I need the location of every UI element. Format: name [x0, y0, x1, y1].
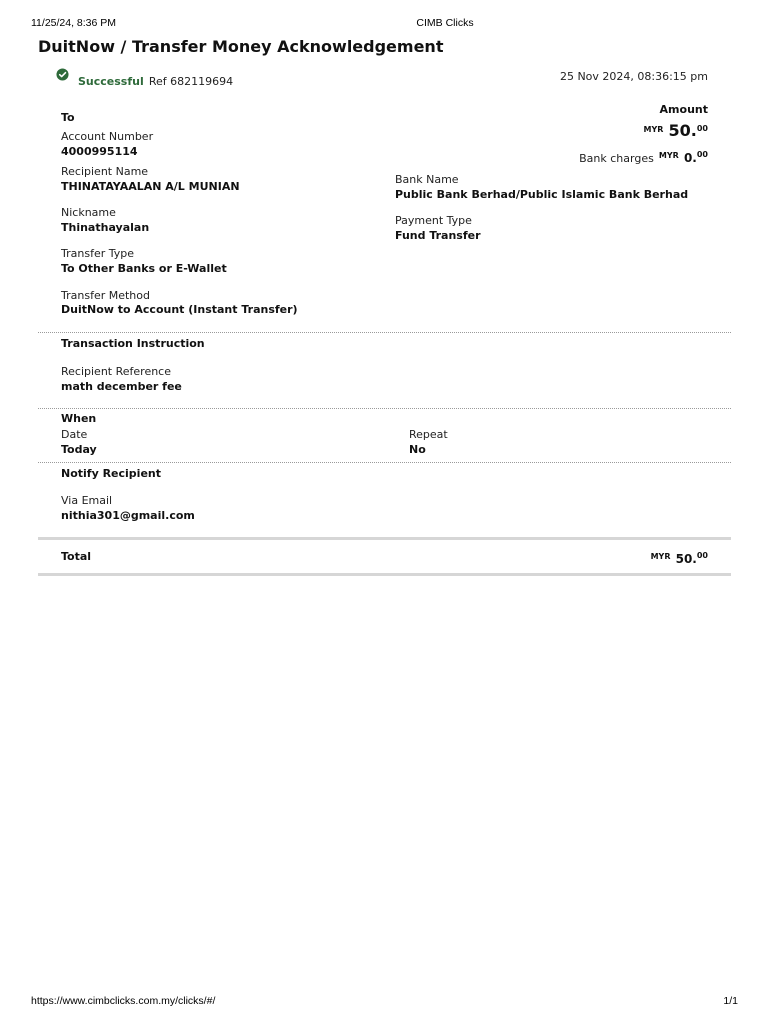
via-email-label: Via Email — [61, 494, 113, 507]
payment-type-value: Fund Transfer — [395, 229, 481, 242]
date-value: Today — [61, 443, 97, 456]
status-line — [78, 70, 233, 89]
bank-charges — [579, 147, 708, 166]
bank-charges-currency: MYR — [658, 151, 679, 160]
page-title: DuitNow / Transfer Money Acknowledgement — [38, 37, 444, 56]
recipient-reference-label: Recipient Reference — [61, 365, 171, 378]
transfer-method-label: Transfer Method — [61, 289, 150, 302]
nickname-label: Nickname — [61, 206, 116, 219]
total-top-border — [38, 537, 731, 540]
total-value — [651, 548, 708, 567]
bank-charges-label: Bank charges — [579, 152, 654, 165]
amount-currency: MYR — [643, 125, 664, 134]
nickname-value: Thinathayalan — [61, 221, 150, 234]
status-label: Successful — [78, 75, 144, 88]
total-currency: MYR — [650, 552, 671, 561]
amount-cents: 00 — [696, 124, 708, 133]
amount-whole: 50. — [668, 121, 697, 140]
date-label: Date — [61, 428, 88, 441]
amount-value — [644, 121, 709, 140]
notify-heading: Notify Recipient — [61, 467, 161, 480]
bank-charges-whole: 0. — [683, 151, 697, 165]
total-bottom-border — [38, 573, 731, 576]
instruction-heading: Transaction Instruction — [61, 337, 205, 350]
transfer-type-value: To Other Banks or E-Wallet — [61, 262, 227, 275]
print-url: https://www.cimbclicks.com.my/clicks/#/ — [31, 995, 216, 1007]
bank-name-value: Public Bank Berhad/Public Islamic Bank Berhad — [395, 188, 689, 201]
print-datetime: 11/25/24, 8:36 PM — [31, 17, 117, 29]
repeat-value: No — [409, 443, 426, 456]
payment-type-label: Payment Type — [395, 214, 472, 227]
amount-label: Amount — [659, 103, 708, 116]
print-site-name: CIMB Clicks — [416, 17, 474, 29]
recipient-reference-value: math december fee — [61, 380, 182, 393]
account-number-label: Account Number — [61, 130, 154, 143]
total-whole: 50. — [675, 552, 697, 566]
recipient-name-label: Recipient Name — [61, 165, 149, 178]
repeat-label: Repeat — [409, 428, 448, 441]
total-label: Total — [61, 550, 92, 563]
bank-charges-cents: 00 — [696, 150, 708, 159]
reference-number: Ref 682119694 — [148, 75, 234, 88]
check-circle-icon — [56, 68, 69, 81]
recipient-name-value: THINATAYAALAN A/L MUNIAN — [61, 180, 240, 193]
when-heading: When — [61, 412, 97, 425]
bank-name-label: Bank Name — [395, 173, 459, 186]
print-page-number: 1/1 — [723, 995, 738, 1007]
divider — [38, 408, 731, 409]
account-number-value: 4000995114 — [61, 145, 138, 158]
transfer-method-value: DuitNow to Account (Instant Transfer) — [61, 303, 298, 316]
to-heading: To — [61, 111, 75, 124]
transaction-timestamp: 25 Nov 2024, 08:36:15 pm — [559, 70, 708, 83]
via-email-value: nithia301@gmail.com — [61, 509, 195, 522]
transfer-type-label: Transfer Type — [61, 247, 134, 260]
divider — [38, 462, 731, 463]
divider — [38, 332, 731, 333]
total-cents: 00 — [696, 551, 708, 560]
